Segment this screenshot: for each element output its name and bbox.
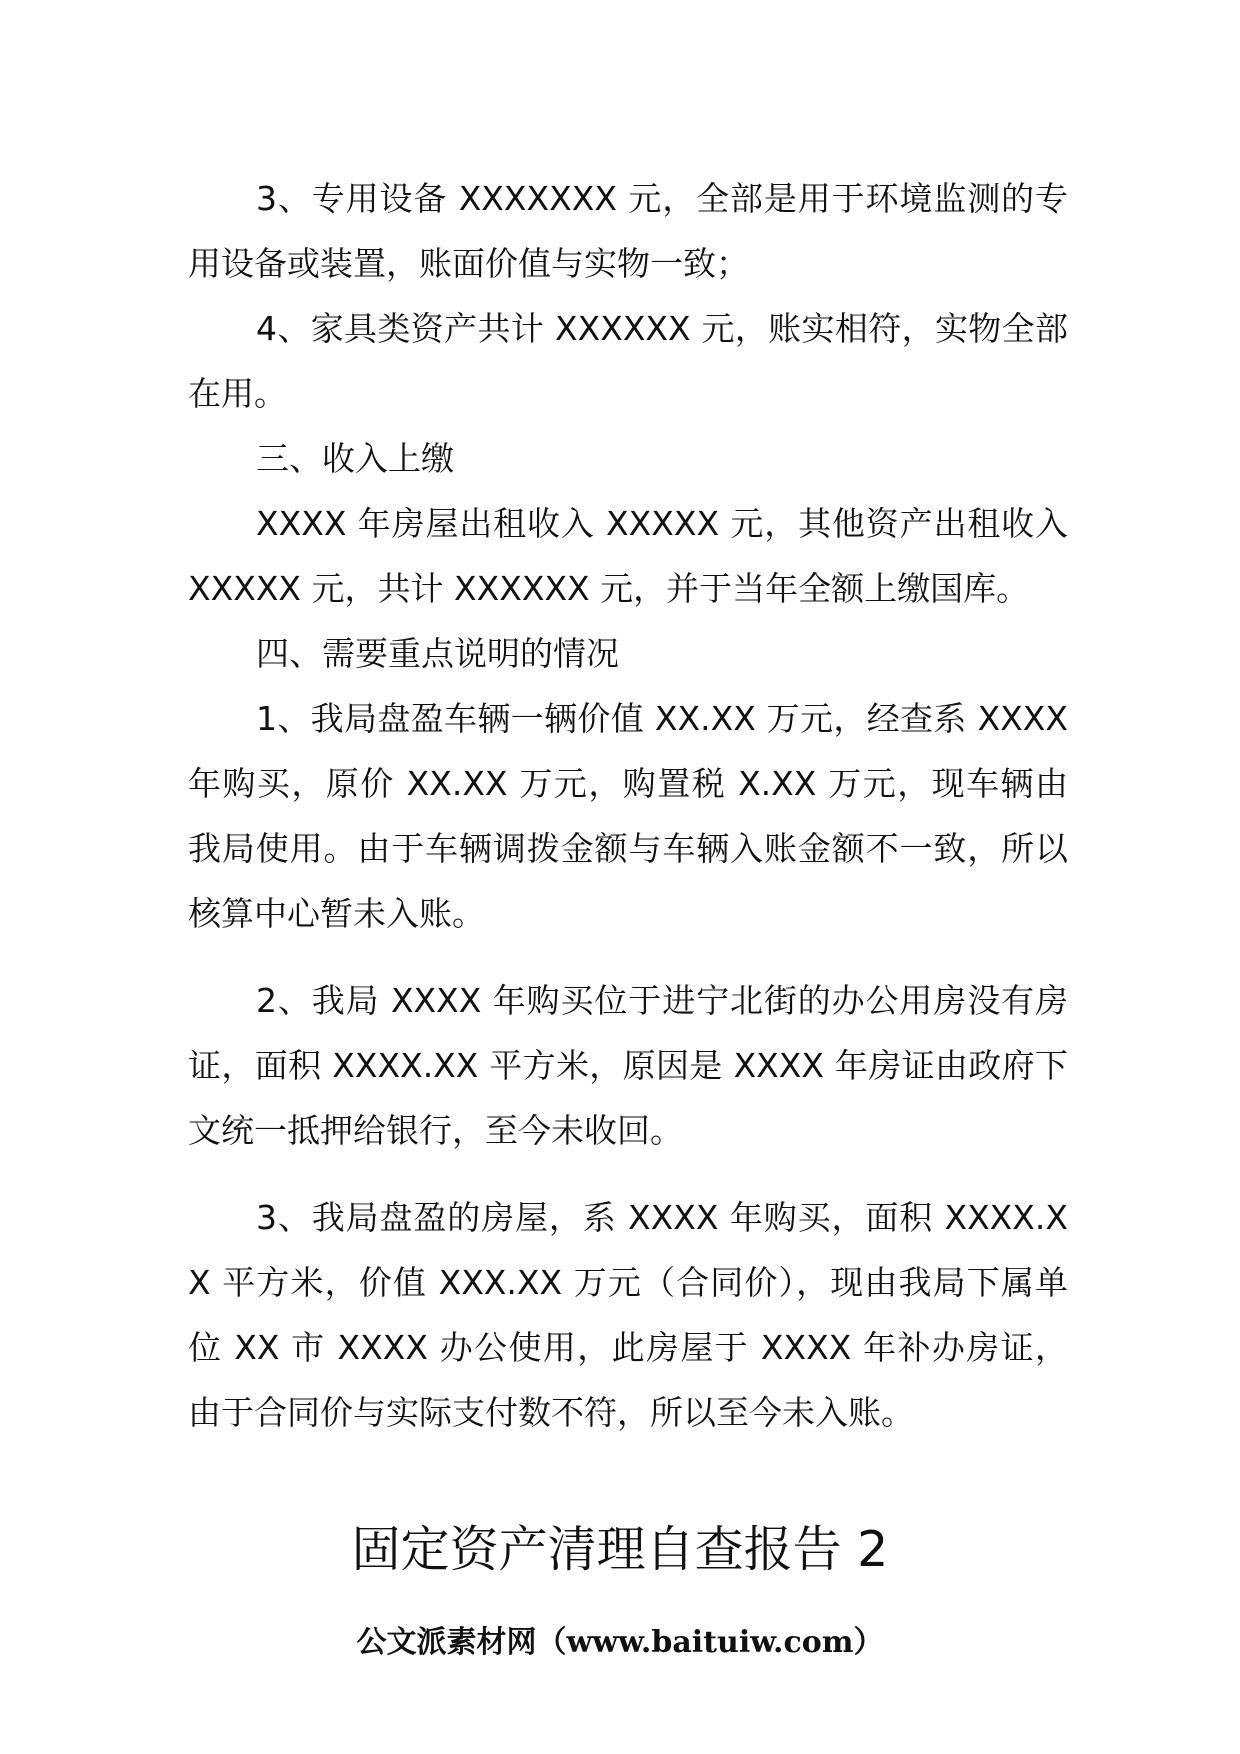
document-body	[188, 166, 1068, 1445]
paragraph-surplus-vehicle: 1、我局盘盈车辆一辆价值 XX.XX 万元，经查系 XXXX 年购买，原价 XX.XX 万元，购置税 X.XX 万元，现车辆由我局使用。由于车辆调拨金额与车辆入账金额不一致，所以核算中心暂未入账。	[188, 699, 1068, 933]
report-title: 固定资产清理自查报告 2	[351, 1521, 889, 1578]
heading-key-explanations: 四、需要重点说明的情况	[256, 634, 619, 673]
heading-income-remittance: 三、收入上缴	[256, 439, 454, 478]
paragraph-rental-income: XXXX 年房屋出租收入 XXXXX 元，其他资产出租收入 XXXXX 元，共计 XXXXXX 元，并于当年全额上缴国库。	[188, 504, 1068, 608]
paragraph-furniture-assets: 4、家具类资产共计 XXXXXX 元，账实相符，实物全部在用。	[188, 309, 1068, 413]
paragraph-surplus-house: 3、我局盘盈的房屋，系 XXXX 年购买，面积 XXXX.XX 平方米，价值 XXX.XX 万元（合同价），现由我局下属单位 XX 市 XXXX 办公使用，此房屋于 XXXX 年补办房证，由于合同价与实际支付数不符，所以至今未入账。	[188, 1198, 1068, 1432]
paragraph-office-building: 2、我局 XXXX 年购买位于进宁北街的办公用房没有房证，面积 XXXX.XX 平方米，原因是 XXXX 年房证由政府下文统一抵押给银行，至今未收回。	[188, 981, 1068, 1150]
source-watermark-line: 公文派素材网（www.baituiw.com）	[356, 1625, 884, 1660]
paragraph-special-equipment: 3、专用设备 XXXXXXX 元，全部是用于环境监测的专用设备或装置，账面价值与实物一致；	[188, 179, 1068, 283]
